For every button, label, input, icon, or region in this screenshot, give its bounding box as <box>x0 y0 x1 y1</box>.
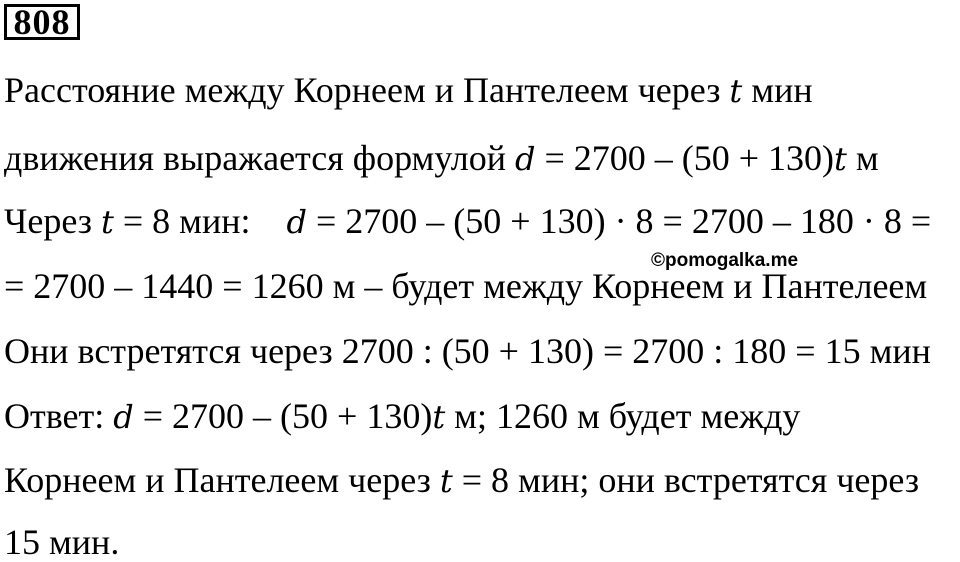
text-segment: м <box>846 138 879 178</box>
text-segment: = 8 мин; они встретятся через <box>452 460 920 500</box>
text-segment: Через <box>4 201 102 241</box>
solution-line-1 <box>4 70 813 111</box>
solution-line-6 <box>4 396 800 437</box>
text-segment: мин <box>742 70 813 110</box>
variable-d: d <box>514 140 536 178</box>
text-segment: Расстояние между Корнеем и Пантелеем через <box>4 70 730 110</box>
variable-t: t <box>729 72 743 110</box>
text-segment: = 2700 – (50 + 130) <box>535 138 835 178</box>
text-segment: движения выражается формулой <box>4 138 515 178</box>
solution-line-8: 15 мин. <box>4 522 120 562</box>
solution-line-5: Они встретятся через 2700 : (50 + 130) = 2700 : 180 = 15 мин <box>4 331 931 371</box>
text-segment: = 2700 – (50 + 130) · 8 = 2700 – 180 · 8 = <box>306 201 932 241</box>
variable-t: t <box>834 140 847 178</box>
text-segment: Корнеем и Пантелеем через <box>4 460 440 500</box>
solution-line-7 <box>4 460 919 501</box>
variable-t: t <box>101 203 114 241</box>
task-number-badge: 808 <box>4 4 80 40</box>
text-segment: Ответ: <box>4 396 114 436</box>
variable-t: t <box>432 398 446 436</box>
variable-d: d <box>113 398 134 436</box>
text-segment: м; 1260 м будет между <box>445 396 801 436</box>
text-segment: = 2700 – (50 + 130) <box>133 396 433 436</box>
variable-d: d <box>286 203 307 241</box>
text-segment: = 8 мин: <box>113 201 287 241</box>
solution-line-3 <box>4 201 931 242</box>
solution-line-2 <box>4 138 879 179</box>
watermark-label: ©pomogalka.me <box>651 250 799 271</box>
variable-t: t <box>439 462 453 500</box>
solution-line-4: = 2700 – 1440 = 1260 м – будет между Корнеем и Пантелеем <box>4 266 928 306</box>
